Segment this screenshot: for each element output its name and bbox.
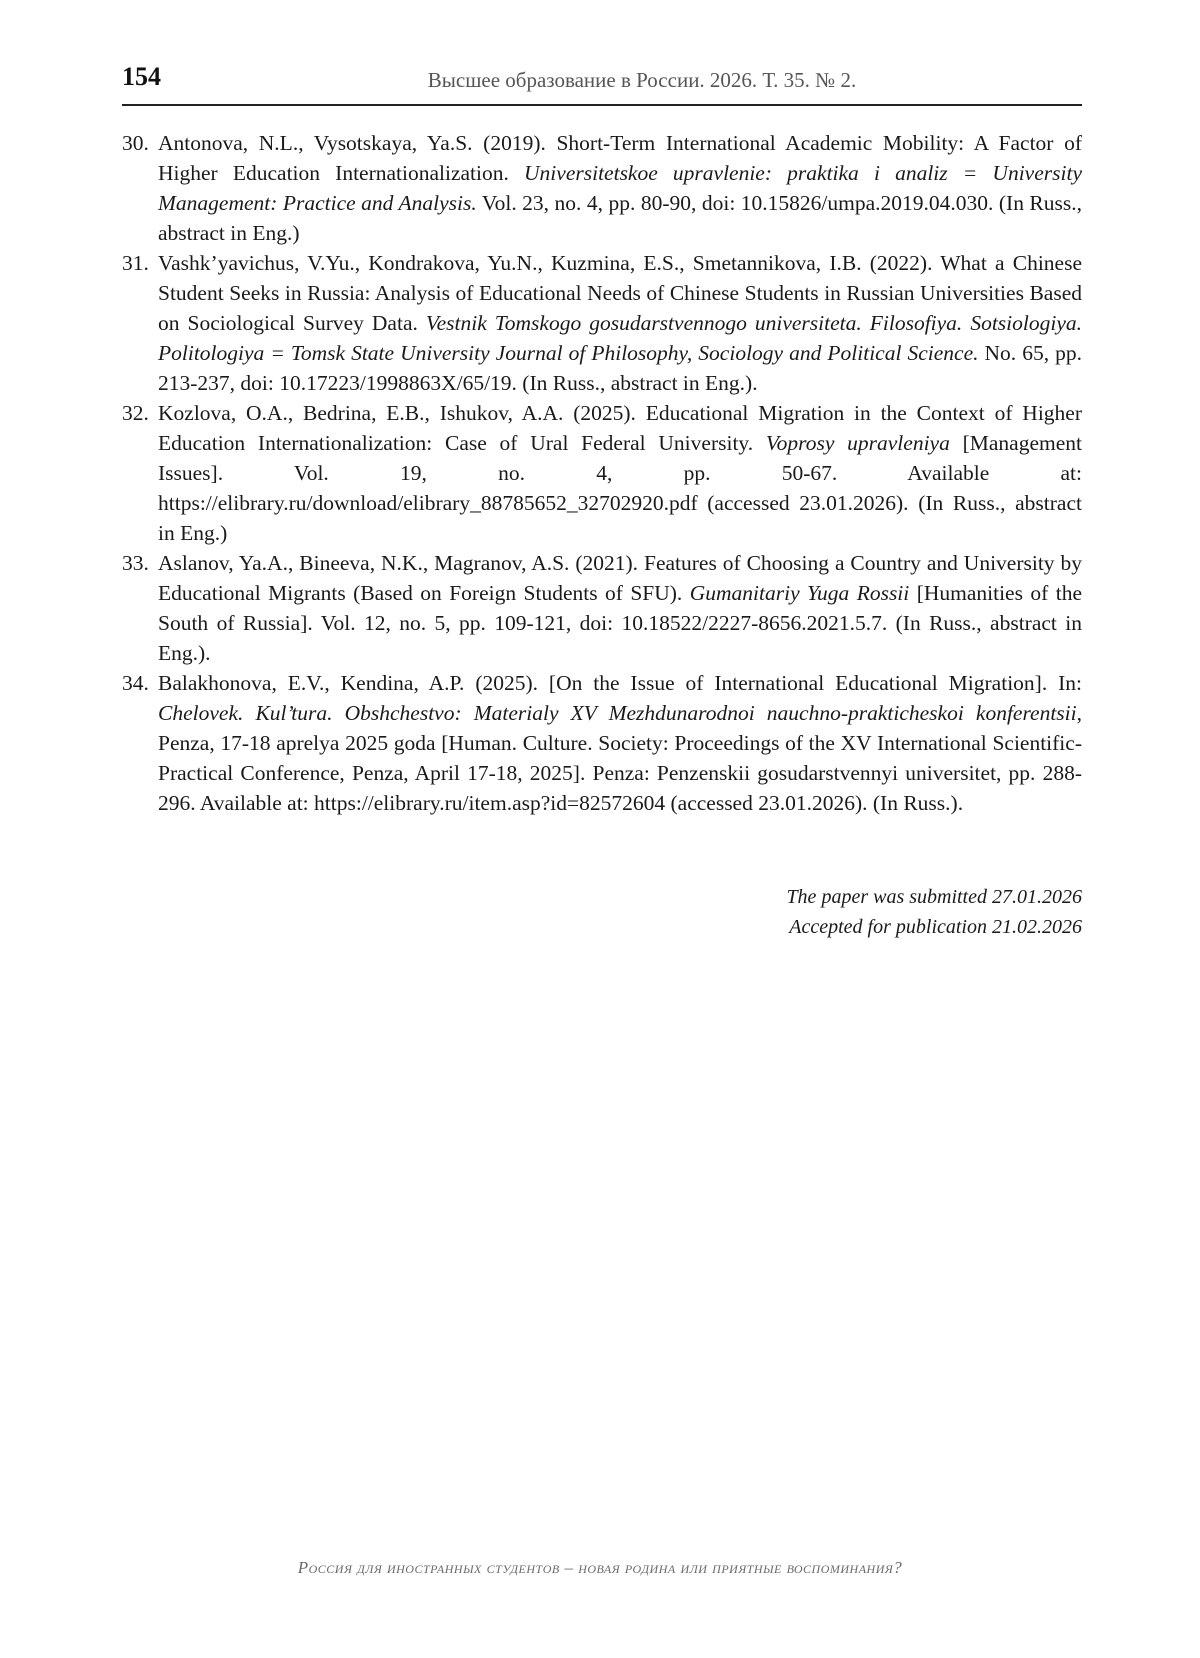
reference-details: , Penza, 17-18 aprelya 2025 goda [Human. Culture. Society: Proceedings of the XV International Scientific-Practical Conference, Penza, April 17-18, 2025]. Penza: Penzenskii gosudarstvennyi universitet, pp. 288-296. Available at: https://elibrary.ru/item.asp?id=82572604 (accessed 23.01.2026). (In Russ.). [158, 701, 1082, 815]
running-head: Высшее образование в России. 2026. Т. 35. № 2. [427, 68, 857, 92]
reference-number: 33. [122, 551, 149, 575]
reference-details: [Humanities of the South of Russia]. Vol. 12, no. 5, pp. 109-121, doi: 10.18522/2227-8656.2021.5.7. (In Russ., abstract in Eng.). [158, 581, 1082, 665]
page-number: 154 [122, 62, 161, 91]
page-footer: Россия для иностранных студентов – новая родина или приятные воспоминания? [297, 1558, 903, 1577]
reference-list [122, 128, 1082, 818]
reference-item [122, 668, 1082, 818]
reference-text: Balakhonova, E.V., Kendina, A.P. (2025). [On the Issue of International Educational Migration]. In: [158, 671, 1082, 695]
reference-number: 30. [122, 131, 149, 155]
page-header [122, 60, 1082, 106]
reference-text: Vashk’yavichus, V.Yu., Kondrakova, Yu.N., Kuzmina, E.S., Smetannikova, I.B. (2022). What a Chinese Student Seeks in Russia: Analysis of Educational Needs of Chinese Students in Russian Universities Based on Sociological Survey Data. [158, 251, 1082, 335]
reference-number: 32. [122, 401, 149, 425]
reference-details: Vol. 23, no. 4, pp. 80-90, doi: 10.15826/umpa.2019.04.030. (In Russ., abstract in Eng.) [158, 191, 1082, 245]
reference-text: Aslanov, Ya.A., Bineeva, N.K., Magranov, A.S. (2021). Features of Choosing a Country and University by Educational Migrants (Based on Foreign Students of SFU). [158, 551, 1082, 605]
submitted-date: The paper was submitted 27.01.2026 [786, 886, 1082, 908]
reference-item [122, 548, 1082, 668]
reference-details: [Management Issues]. Vol. 19, no. 4, pp. 50-67. Available at: https://elibrary.ru/download/elibrary_88785652_32702920.pdf (accessed 23.01.2026). (In Russ., abstract in Eng.) [158, 431, 1082, 545]
reference-number: 31. [122, 251, 149, 275]
accepted-date: Accepted for publication 21.02.2026 [789, 916, 1082, 938]
reference-text: Kozlova, O.A., Bedrina, E.B., Ishukov, A.A. (2025). Educational Migration in the Context of Higher Education Internationalization: Case of Ural Federal University. [158, 401, 1082, 455]
reference-source: Gumanitariy Yuga Rossii [689, 581, 910, 605]
reference-details: No. 65, pp. 213-237, doi: 10.17223/1998863X/65/19. (In Russ., abstract in Eng.). [158, 341, 1082, 395]
reference-number: 34. [122, 671, 149, 695]
reference-item [122, 248, 1082, 398]
reference-item [122, 128, 1082, 248]
reference-source: Vestnik Tomskogo gosudarstvennogo universiteta. Filosofiya. Sotsiologiya. Politologiya = Tomsk State University Journal of Philosophy, Sociology and Political Science. [158, 311, 1082, 365]
reference-source: Chelovek. Kul’tura. Obshchestvo: Materialy XV Mezhdunarodnoi nauchno-prakticheskoi konferentsii [158, 701, 1077, 725]
reference-text: Antonova, N.L., Vysotskaya, Ya.S. (2019). Short-Term International Academic Mobility: A Factor of Higher Education Internationalization. [158, 131, 1082, 185]
submission-dates [786, 882, 1082, 942]
reference-item [122, 398, 1082, 548]
reference-source: Universitetskoe upravlenie: praktika i analiz = University Management: Practice and Analysis. [158, 161, 1082, 215]
reference-source: Voprosy upravleniya [765, 431, 950, 455]
